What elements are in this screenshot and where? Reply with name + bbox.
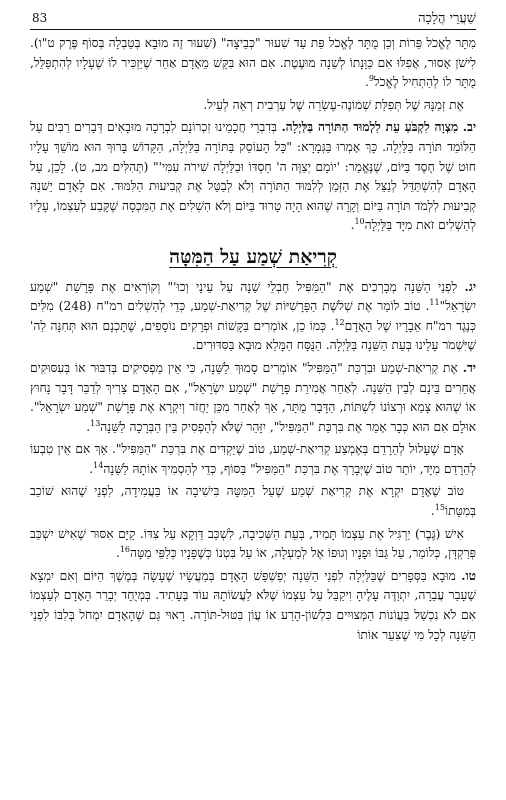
running-title: שַׁעֲרֵי הֲלָכָה bbox=[418, 11, 476, 26]
footnote-ref-14[interactable]: 14 bbox=[93, 460, 104, 470]
footnote-ref-11[interactable]: 11 bbox=[429, 298, 440, 308]
paragraph-16: טוֹב שֶׁאָדָם יִקְרָא אֶת קְרִיאַת שְׁמַע שֶׁעַל הַמִּטָּה בִּישִׁיבָה אוֹ בַּעֲמִידָה, לִפְנֵי שֶׁהוּא שׁוֹכֵב בְּמִטָּתוֹ$^{15}$. bbox=[30, 484, 476, 519]
paragraph-top-1: מִתָּר לֶאֱכֹל פֵּרוֹת וְכֵן מֻתָּר לֶאֱכֹל פַּת עַד שִׁעוּר "כְּבֵיצָה" (שִׁעוּר זֶה מוּבָא בְּטַבְלָה בְּסוֹף פֶּרֶק ט"ו). לִישֹׁן אָסוּר, אֲפִלּוּ אִם כַּוָּנָתוֹ לְשֵׁנָה מוּעֶטֶת. אִם הוּא בִּקֵּשׁ מֵאָדָם אַחֵר שֶׁיַּזְכִּיר לוֹ שֶׁעָלָיו לְהִתְפַּלֵּל, מֻתָּר לוֹ לְהַתְחִיל לֶאֱכֹל$^9$. bbox=[30, 36, 476, 90]
paragraph-18: טו. מוּבָא בַּסְּפָרִים שֶׁבַּלַּיְלָה לִפְנֵי הַשֵּׁנָה יְפַשְׁפֵּשׁ הָאָדָם בְּמַעֲשָׂיו שֶׁעָשָׂה בְּמֶשֶׁךְ הַיּוֹם וְאִם יִמְצָא שֶׁעָבַר עֲבֵרָה, יִתְוַדֶּה עָלֶיהָ וִיקַבֵּל עַל עַצְמוֹ שֶׁלֹּא לַעֲשׂוֹתָהּ עוֹד בֶּעָתִיד. בְּמְיֻחָד יְבָרֵר הָאָדָם לְעַצְמוֹ אִם לֹא נִכְשַׁל בַּעֲוֹנוֹת הַמְּצוּיִים כִּלְשׁוֹן-הָרַע אוֹ עֲוֹן בִּטּוּל-תּוֹרָה. רָאוּי גַּם שֶׁהָאָדָם יִמְחֹל בְּלִבּוֹ לִפְנֵי הַשֵּׁנָה לְכָל מִי שֶׁצִּעֵר אוֹתוֹ bbox=[30, 568, 476, 642]
page-number: 83 bbox=[32, 11, 48, 25]
paragraph-13: יג. לִפְנֵי הַשֵּׁנָה מְבָרְכִים אֶת "הַמַּפִּיל חֶבְלֵי שֵׁנָה עַל עֵינָי וְכוּ'" וְקוֹרְאִים אֶת פָּרָשַׁת "שְׁמַע יִשְׂרָאֵל"$^{11}$. טוֹב לוֹמַר אֶת שְׁלֹשֶׁת הַפָּרָשִׁיּוֹת שֶׁל קְרִיאַת-שְׁמַע, כְּדֵי לְהַשְׁלִים רמ"ח (248) מִלִּים כְּנֶגֶד רמ"ח אֵבָרָיו שֶׁל הָאָדָם$^{12}$. כְּמוֹ כֵן, אוֹמְרִים בַּקָּשׁוֹת וּפְרָקִים נוֹסָפִים, שֶׁתָּכְנָם הוּא תְּחִנָּה לַה' שֶׁיִּשְׁמֹר עָלֵינוּ בְּעֵת הַשֵּׁנָה בַּלַּיְלָה. הַנֻּסָּח הַמָּלֵא מוּבָא בַּסִּדּוּרִים. bbox=[30, 279, 477, 353]
header-rule bbox=[30, 29, 476, 30]
footnote-ref-15[interactable]: 15 bbox=[434, 503, 445, 512]
footnote-ref-16[interactable]: 16 bbox=[119, 545, 131, 555]
paragraph-18-number: טו. bbox=[461, 568, 476, 583]
paragraph-14-number: יד. bbox=[462, 360, 477, 375]
section-title: קְרִיאַת שְׁמַע עַל הַמִּטָּה bbox=[169, 245, 337, 268]
paragraph-15: אָדָם שֶׁעָלוּל לְהֵרָדֵם בְּאֶמְצַע קְרִיאַת-שְׁמַע, טוֹב שֶׁיַּקְדִּים אֶת בִּרְכַּת "הַמַּפִּיל". אַךְ אִם אֵין טִבְעוֹ לְהֵרָדֵם מִיָּד, יוֹתֵר טוֹב שֶׁיְּבָרֵךְ אֶת בִּרְכַּת "הַמַּפִּיל" בַּסּוֹף, כְּדֵי לְהַסְמִיךְ אוֹתָהּ לַשֵּׁנָה$^{14}$. bbox=[30, 442, 476, 476]
footnote-ref-10[interactable]: 10 bbox=[354, 217, 365, 227]
page-header bbox=[32, 8, 476, 28]
footnote-ref-12[interactable]: 12 bbox=[334, 317, 345, 327]
paragraph-top-2: אֶת זְמַנָּהּ שֶׁל תְּפִלַּת שְׁמוֹנֶה-עֶשְׂרֵה שֶׁל עַרְבִית רְאֵה לְעֵיל. bbox=[203, 97, 464, 112]
paragraph-12-heading: מִצְוָה לִקְבֹּעַ עֵת לִלְמוּד הַתּוֹרָה בַּלַּיְלָה. bbox=[281, 120, 459, 135]
paragraph-17: אִישׁ (גֶּבֶר) יַרְגִּיל אֶת עַצְמוֹ תָּמִיד, בְּעֵת הַשְּׁכִיבָה, לִשְׁכַּב דַּוְקָא עַל צִדּוֹ. קַיָּם אִסּוּר שֶׁאִישׁ יִשְׁכַּב פְּרַקְדָּן, כְּלוֹמַר, עַל גַּבּוֹ וּפָנָיו וְגוּפוֹ אֶל לְמַעְלָה, אוֹ עַל בִּטְנוֹ כְּשֶׁפָּנָיו כְּלַפֵּי מַטָּה$^{16}$. bbox=[30, 526, 476, 561]
paragraph-12: יב. מִצְוָה לִקְבֹּעַ עֵת לִלְמוּד הַתּוֹרָה בַּלַּיְלָה. בְּדִבְרֵי חֲכָמֵינוּ זִכְרוֹנָם לִבְרָכָה מוּבָאִים דְּבָרִים רַבִּים עַל הַלּוֹמֵד תּוֹרָה בַּלַּיְלָה. כָּךְ אָמְרוּ בַּגְּמָרָא: "כָּל הָעוֹסֵק בַּתּוֹרָה בַּלַּיְלָה, הַקָּדוֹשׁ בָּרוּךְ הוּא מוֹשֵׁךְ עָלָיו חוּט שֶׁל חֶסֶד בַּיּוֹם, שֶׁנֶּאֱמַר: 'יוֹמָם יְצַוֶּה ה' חַסְדּוֹ וּבַלַּיְלָה שִׁירֹה עִמִּי'" (תְּהִלִּים מב, ט). לָכֵן, עַל הָאָדָם לְהִשְׁתַּדֵּל לְנַצֵּל אֶת הַזְּמַן לְלִמּוּד הַתּוֹרָה וְלֹא לְבַטֵּל אֶת קְבִיעוּת הַלִּמּוּד. אִם לָאָדָם יֵשׁנָהּ קְבִיעוּת לִלְמֹד תּוֹרָה בַּיּוֹם וְקָרָה שֶׁהוּא הָיָה טָרוּד בַּיּוֹם וְלֹא הִשְׁלִים אֶת הַמִּכְסָה שֶׁקָּבַע לְעַצְמוֹ, עָלָיו לְהַשְׁלִים זֹאת מִיָּד בַּלַּיְלָה$^{10}$. bbox=[30, 120, 477, 233]
footnote-ref-13[interactable]: 13 bbox=[90, 418, 101, 428]
page-body bbox=[30, 34, 476, 648]
paragraph-12-number: יב. bbox=[462, 120, 477, 135]
paragraph-14: יד. אֶת קְרִיאַת-שְׁמַע וּבִרְכַּת "הַמַּפִּיל" אוֹמְרִים סָמוּךְ לַשֵּׁנָה, כִּי אֵין מַפְסִיקִים בְּדִבּוּר אוֹ בְּעִסּוּקִים אֲחֵרִים בֵּינָם לְבֵין הַשֵּׁנָה. לְאַחַר אֲמִירַת פָּרָשַׁת "שְׁמַע יִשְׂרָאֵל", אִם הָאָדָם צָרִיךְ לְדַבֵּר דָּבָר נָחוּץ אוֹ שֶׁהוּא צָמֵא וּרְצוֹנוֹ לִשְׁתּוֹת, הַדָּבָר מֻתָּר, אַךְ לְאַחַר מִכֵּן יַחֲזֹר וְיִקְרָא אֶת פָּרָשַׁת "שְׁמַע יִשְׂרָאֵל". אוּלָם אִם הוּא כְּבָר אָמַר אֶת בִּרְכַּת "הַמַּפִּיל", יִזָּהֵר שֶׁלֹּא לְהַפְסִיק בֵּין הַבְּרָכָה לַשֵּׁנָה$^{13}$. bbox=[30, 360, 477, 434]
footnote-ref-9[interactable]: 9 bbox=[368, 74, 374, 84]
paragraph-13-number: יג. bbox=[464, 279, 477, 294]
